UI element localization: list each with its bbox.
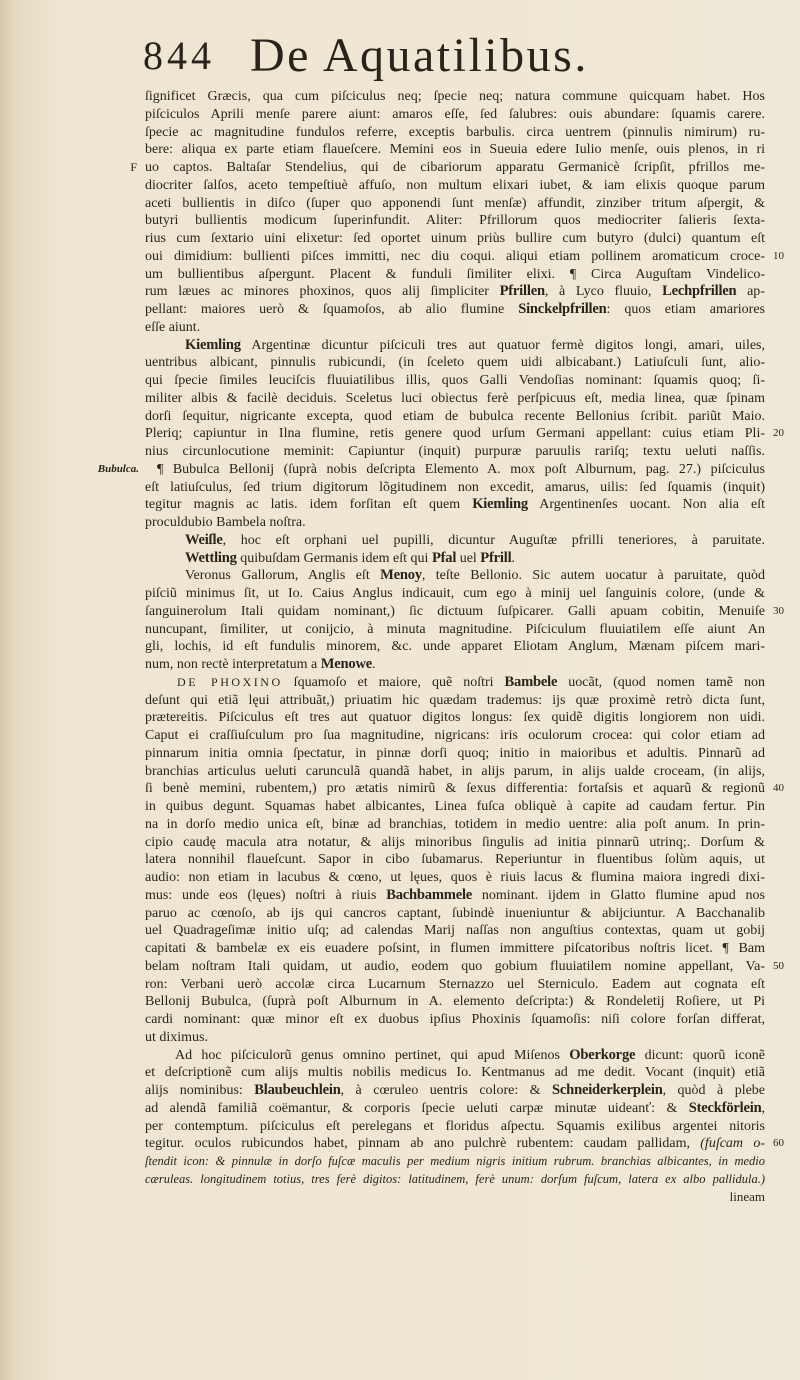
line-text: [145, 177, 765, 195]
line-text: [145, 905, 765, 923]
line-text: [145, 621, 765, 639]
line-text: [145, 603, 765, 621]
text-line: [145, 177, 765, 195]
text-line: [145, 993, 765, 1011]
text-line: [145, 940, 765, 958]
text-segment: ſi benè memini, rubentem,) pro ætatis nimirũ & ſexus differentia: fortaſsis et aquarũ & regionũ: [145, 781, 765, 797]
text-line: [145, 248, 784, 266]
text-line: [145, 337, 765, 355]
line-number: 20: [773, 427, 784, 440]
text-line: [145, 834, 765, 852]
text-segment: uel: [456, 550, 481, 566]
line-text: [145, 727, 765, 745]
line-text: [145, 141, 765, 159]
text-segment: num, non rectè interpretatum a: [145, 657, 321, 672]
line-text: [145, 266, 765, 284]
text-segment: audio: non etiam in lacubus & cœno, ut lęues, quos è riuis lacus & flumina maiora ingredi dixi-: [145, 870, 765, 885]
text-segment: , teſte Bellonio. Sic autem uocatur à paruitate, quòd: [421, 568, 765, 584]
german-term: Sinckelpfrillen: [518, 301, 607, 317]
text-line: [145, 976, 765, 994]
german-term: Schneiderkerplein: [552, 1082, 663, 1098]
line-text: [145, 1011, 765, 1029]
german-term: Weiſle: [185, 531, 223, 548]
line-number: 40: [773, 782, 784, 795]
text-line: [145, 1153, 765, 1171]
line-text: [145, 159, 765, 177]
text-segment: Ad hoc piſciculorũ genus omnino pertinet, qui apud Miſenos: [175, 1047, 570, 1063]
line-text: [145, 1171, 765, 1189]
line-number: 10: [773, 249, 784, 262]
text-segment: dorſi ſequitur, nigricante excepta, quod etiam de bubulca recente Bellonius ſcribit. pariũt Maio.: [145, 408, 765, 424]
text-segment: gli, lochis, id eſt fundulis minorem, &c. unde apparet Eliotam Anglum, Mænam piſcem mari-: [145, 639, 765, 655]
text-line: [145, 1135, 784, 1153]
line-text: [145, 567, 765, 585]
text-line: [145, 1100, 765, 1118]
text-line: [145, 1029, 765, 1047]
line-text: [145, 976, 765, 994]
text-segment: deſunt qui etiã lęui attribuãt,) priuatim hic quædam trademus: ijs quæ proximè retrò dicta ſunt,: [145, 692, 765, 708]
line-text: [145, 496, 765, 514]
text-segment: tegitur magnis ac latis. idem forſitan eſt quem: [145, 497, 473, 513]
text-line: [145, 1171, 765, 1189]
text-segment: na in dorſo medio unica eſt, binæ ad branchias, totidem in medio uentre: alia poſt anum. In prin-: [145, 816, 765, 832]
text-line: [145, 674, 765, 692]
text-segment: Argentinenſes uocant. Non alia eſt: [527, 497, 765, 513]
line-text: [145, 301, 765, 319]
text-segment: Bellonij Bubulca, (ſuprà poſt Alburnum in A. elemento deſcripta:) & Rondeletij Roſiere, ut Pi: [145, 994, 765, 1010]
line-text: [145, 514, 765, 532]
text-segment: pellant: maiores uerò & ſquamoſos, ab alio flumine: [145, 302, 519, 317]
line-text: [145, 656, 765, 674]
text-segment: ron: Verbani uerò accolæ circa Lucarnum Sternazzo uel Sterniculo. Eadem aut cognata eſt: [145, 976, 765, 992]
text-line: [145, 514, 765, 532]
text-segment: nuncupant, ſimiliter, ut conijcio, à minuta magnitudine. Piſciculum fluuiatilem eſſe aiunt An: [145, 621, 765, 637]
text-line: [145, 266, 765, 284]
line-text: [145, 390, 765, 408]
text-segment: .: [372, 657, 376, 672]
text-segment: eſt latiuſculus, ſed trium digitorum lõgitudinem non excedit, amarus, uilis: ſed ſquamis (inquit): [145, 479, 765, 495]
german-term: Oberkorge: [569, 1046, 636, 1063]
text-segment: pinnarum initia omnia ſpectatur, in pinnæ dorſi quoq; initio in maioribus et adultis. Pinnarũ ad: [145, 745, 765, 761]
line-text: [145, 763, 765, 781]
german-term: Pfrill: [480, 549, 512, 566]
text-segment: ſignificet Græcis, qua cum piſciculus neq; ſpecie neq; natura commune quicquam habet. Hos: [145, 89, 765, 104]
line-text: [145, 940, 765, 958]
text-segment: ut diximus.: [145, 1029, 209, 1045]
line-text: [145, 958, 765, 976]
text-segment: per contemptum. piſciculus eſt perelegans et floridus aſpectu. Squamis exilibus argentei nitoris: [145, 1118, 765, 1134]
text-line: [145, 532, 765, 550]
line-text: [145, 1047, 765, 1065]
text-segment: oui dimidium: bullienti piſces immitti, nec diu coqui. aliqui etiam pollinem aromaticum croce-: [145, 248, 765, 264]
line-text: [145, 709, 765, 727]
text-line: [145, 443, 765, 461]
text-segment: uo captos. Baltaſar Stendelius, qui de cibariorum apparatu Germanicè ſcripſit, pfrillos me-: [145, 160, 765, 175]
line-text: [145, 372, 765, 390]
line-text: [145, 106, 765, 124]
text-line: [145, 869, 765, 887]
text-line: [145, 283, 765, 301]
running-title: De Aquatilibus.: [250, 29, 589, 82]
line-text: [145, 461, 765, 479]
text-segment: , à Lyco fluuio,: [544, 284, 663, 300]
text-line: [145, 319, 765, 337]
line-text: [145, 443, 765, 461]
line-text: [145, 674, 765, 692]
catchword: lineam: [729, 1189, 765, 1204]
text-line: [145, 141, 765, 159]
line-text: [145, 337, 765, 355]
text-segment: , quòd à plebe: [662, 1083, 766, 1098]
line-text: [145, 354, 765, 372]
text-segment: : quos etiam amariores: [606, 302, 765, 317]
text-line: [145, 408, 765, 426]
line-text: [145, 212, 765, 230]
line-number: 30: [773, 604, 784, 617]
text-segment: piſciculos Aprili menſe parere aiunt: amaros eſſe, ſed ſalubres: ouis abundare: ſquamis carere.: [145, 106, 765, 122]
text-segment: ſanguinerolum Itali quidam nominant,) ſic dictuum ſuſpicarer. Galli apuam cobitin, Menuiſe: [145, 603, 765, 619]
text-line: [145, 354, 765, 372]
text-line: [145, 763, 765, 781]
german-term: Bachbammele: [386, 886, 473, 903]
body-text: [97, 88, 784, 1189]
text-line: [145, 479, 765, 497]
text-line: [145, 656, 765, 674]
line-text: [145, 780, 765, 798]
text-segment: , à cœruleo uentris colore: &: [340, 1083, 553, 1098]
text-segment: cardi nominant: quæ minor eſt ex duobus ipſius Phoxinis ſquamoſis: niſi colore forſan differat,: [145, 1012, 765, 1027]
line-text: [145, 479, 765, 497]
text-line: [145, 816, 765, 834]
text-segment: uocãt, (quod nomen tamẽ non: [557, 674, 766, 690]
line-text: [145, 248, 765, 266]
text-segment: rius cum ſextario uini elixetur: ſed oportet uinum priùs bullire cum butyro (dulci) quantum eſt: [145, 231, 765, 246]
line-number: 50: [773, 959, 784, 972]
text-line: [145, 567, 765, 585]
text-segment: Caput ei craſſiuſculum pro ſua magnitudine, nigricans: iris oculorum crocea: qui color etiam ad: [145, 728, 765, 743]
text-line: [145, 106, 765, 124]
line-text: [145, 1029, 765, 1047]
line-text: [145, 1064, 765, 1082]
small-caps-heading: DE PHOXINO: [177, 674, 283, 689]
text-line: [145, 727, 765, 745]
german-term: Kiemling: [185, 336, 241, 353]
text-segment: diocriter ſalſos, aceto tempeſtiuè affuſo, non multum elixari iubet, & iam elixis quoque parum: [145, 177, 765, 193]
text-segment: ſquamoſo et maiore, quẽ noſtri: [282, 674, 505, 690]
line-text: [145, 1082, 765, 1100]
text-line: [130, 159, 765, 177]
text-segment: Veronus Gallorum, Anglis eſt: [185, 568, 381, 584]
text-segment: , hoc eſt orphani uel pupilli, dicuntur Auguſtæ pfrilli teneriores, à paruitate.: [222, 532, 765, 548]
german-term: Wettling: [185, 549, 237, 566]
text-line: [145, 212, 765, 230]
text-segment: piſciũ minimus ſit, ut Io. Caius Anglus indicauit, cum ego à minij uel ſanguinis colore, (unde &: [145, 586, 765, 601]
text-line: [145, 585, 765, 603]
line-text: [145, 532, 765, 550]
text-line: [145, 88, 765, 106]
text-line: [145, 798, 765, 816]
text-line: [145, 550, 765, 568]
german-term: Kiemling: [472, 496, 528, 513]
text-segment: eſſe aiunt.: [145, 319, 201, 335]
text-segment: ſpecie ac magnitudine fundulos referre, exceptis barbulis. circa uentrem (pinnulis nimirum) ru-: [145, 124, 765, 140]
text-line: [145, 692, 765, 710]
text-segment: latera nonnihil flaueſcunt. Sapor in cibo ſubamarus. Reperiuntur in fluentibus ſolùm aquis, ut: [145, 852, 765, 868]
text-segment: capitati & bambelæ ex eis euadere poſsint, in flumen immittere piſcatoribus noſtris licet. ¶ Bam: [145, 941, 765, 956]
text-segment: proculdubio Bambela noſtra.: [145, 515, 306, 530]
text-segment: uentribus albicant, pinnulis rubicundi, (in ſceleto quem uidi albicabant.) Latiuſculi ſunt, alio-: [145, 355, 765, 371]
text-segment: branchias articulus ueluti carunculã quandã habet, in alijs parum, in alijs ualde croceam, (in alijs,: [145, 763, 765, 779]
line-text: [145, 869, 765, 887]
line-text: [145, 834, 765, 852]
german-term: Menowe: [320, 656, 373, 672]
text-segment: nius circunlocutione meminit: Capiuntur (inquit) purpuræ paruulis rariſq; textu ueluti naſſis.: [145, 444, 765, 459]
text-line: [145, 709, 765, 727]
line-text: [145, 851, 765, 869]
line-text: [145, 1118, 765, 1136]
text-line: [97, 461, 765, 479]
line-text: [145, 408, 765, 426]
german-term: Pfrillen: [499, 283, 545, 300]
line-text: [145, 585, 765, 603]
german-term: Blaubeuchlein: [254, 1082, 341, 1098]
text-segment: belam noſtram Itali quidam, ut audio, eodem quo gobium fluuiatilem nomine appellant, Va-: [145, 958, 765, 974]
text-line: [145, 922, 765, 940]
text-line: [145, 301, 765, 319]
text-segment: quibuſdam Germanis idem eſt qui: [236, 550, 432, 566]
text-line: [145, 887, 765, 905]
german-term: Pfal: [431, 549, 457, 566]
text-segment: tegitur. oculos rubicundos habet, pinnam ab ano pulchrè rubentem: caudam pallidam,: [145, 1136, 701, 1152]
text-line: [145, 372, 765, 390]
text-segment: ¶ Bubulca Bellonij (ſuprà nobis deſcripta Elemento A. mox poſt Alburnum, pag. 27.) piſciculus: [157, 461, 765, 477]
page-number: 844: [143, 33, 215, 78]
text-segment: prætereitis. Piſciculus eſt tres aut quatuor digitos longus: ſex quidẽ digitis longiorem non uidi.: [145, 710, 765, 726]
text-line: [145, 638, 765, 656]
text-segment: butyri bullientis modicum ſuperinfundit. Aliter: Pfrillorum quos mediocriter ſalieris ſexta-: [145, 213, 765, 229]
line-text: [145, 692, 765, 710]
text-line: [145, 958, 784, 976]
text-line: [145, 1047, 765, 1065]
line-text: [145, 887, 765, 905]
text-line: [145, 1118, 765, 1136]
text-segment: in quibus degunt. Squamas habet albicantes, Linea fuſca obliquè à capite ad caudam fertur. Pin: [145, 799, 765, 814]
text-segment: uel Quadrageſimæ initio uſq; ad calendas Marij naſſas non anguſtius contextas, quam ut gobij: [145, 923, 765, 939]
text-segment: qui ſpecie ſimiles leuciſcis fluuiatilibus illis, quos Galli Vendoſias nominant: ſquamis quoq; ſi-: [145, 373, 765, 388]
text-segment: alijs nominibus:: [145, 1083, 255, 1098]
text-line: [145, 195, 765, 213]
line-text: [145, 1100, 765, 1118]
text-line: [145, 124, 765, 142]
text-line: [145, 603, 784, 621]
line-text: [145, 993, 765, 1011]
text-segment: ,: [761, 1100, 765, 1116]
line-text: [145, 816, 765, 834]
german-term: Bambele: [504, 673, 558, 690]
text-segment: ad alendã familiã coëmantur, & corporis ſpecie ueluti carpæ minutæ uideanť: &: [145, 1100, 689, 1116]
text-line: [145, 1011, 765, 1029]
text-segment: militer albis & facilè deciduis. Sceletus luci obiectus ferè perſpicuus eſt, media linea, quæ ſpinam: [145, 390, 765, 406]
line-text: [145, 319, 765, 337]
text-segment: ap-: [736, 284, 765, 300]
text-segment: Pleriq; capiuntur in Ilna flumine, retis genere quod urſum Germani appellant: cuius etiam Pli-: [145, 426, 765, 442]
german-term: Steckförlein: [688, 1099, 762, 1116]
margin-note: F: [130, 160, 137, 174]
text-segment: Argentinæ dicuntur piſciculi tres aut quatuor fermè digitos longi, amari, uiles,: [240, 337, 765, 353]
german-term: Menoy: [380, 567, 422, 584]
text-segment: rum læues ac minores phoxinos, quos alij ſimpliciter: [145, 284, 500, 300]
text-line: [145, 496, 765, 514]
text-line: [145, 390, 765, 408]
text-segment: aceti bullientis in diſco (ſuper quo apponendi ſunt menſæ) affundit, zinziber tritum aſpergit, &: [145, 195, 765, 211]
text-segment: dicunt: quorũ iconẽ: [635, 1047, 765, 1063]
line-text: [145, 230, 765, 248]
italic-text: (fuſcam o-: [700, 1136, 765, 1152]
text-line: [145, 745, 765, 763]
line-text: [145, 88, 765, 106]
italic-text: cæruleas. longitudinem totius, tres ferè digitos: latitudinem, ferè unum: dorſum fuſcum, latera ex albo pallidula.): [145, 1171, 765, 1186]
line-text: [145, 638, 765, 656]
line-text: [145, 283, 765, 301]
text-line: [145, 425, 784, 443]
line-text: [145, 425, 765, 443]
line-text: [145, 124, 765, 142]
italic-text: ſtendit icon: & pinnulæ in dorſo fuſcæ maculis per medium nigris initium rubrum. branchias albicantes, in medio: [145, 1154, 765, 1168]
text-segment: paruo ac cœnoſo, ab ijs qui cancros captant, ſubindè inueniuntur & abijciuntur. A Bacchanalib: [145, 905, 765, 921]
line-text: [145, 195, 765, 213]
line-text: [145, 1135, 765, 1153]
text-segment: bere: aliqua ex parte etiam flaueſcere. Memini eos in Sueuia edere Iulio menſe, ouis plenos, in ri: [145, 142, 765, 158]
line-text: [145, 798, 765, 816]
text-line: [145, 621, 765, 639]
text-line: [145, 780, 784, 798]
text-segment: nominant. ijdem in Glatto flumine apud nos: [472, 887, 765, 903]
text-line: [145, 1064, 765, 1082]
text-line: [145, 905, 765, 923]
line-number: 60: [773, 1137, 784, 1150]
text-line: [145, 230, 765, 248]
text-segment: cipio caudę macula atra notatur, & alijs minoribus ſingulis ad initia pinnarũ utrinq;. Dorſum &: [145, 834, 765, 850]
text-line: [145, 1082, 765, 1100]
german-term: Lechpfrillen: [662, 283, 737, 300]
line-text: [145, 922, 765, 940]
text-segment: et deſcriptionẽ cum alijs multis nobilis medicus Io. Kentmanus ad me dedit. Vocant (inquit) etiã: [145, 1065, 765, 1081]
text-segment: mus: unde eos (lęues) noſtri à riuis: [145, 887, 387, 903]
line-text: [145, 745, 765, 763]
text-segment: um bullientibus aſpergunt. Placent & funduli ſimiliter elixi. ¶ Circa Auguſtam Vindelico-: [145, 266, 765, 282]
line-text: [145, 1153, 765, 1171]
line-text: [145, 550, 765, 568]
text-segment: .: [511, 550, 515, 566]
margin-note: Bubulca.: [97, 462, 139, 475]
text-line: [145, 851, 765, 869]
